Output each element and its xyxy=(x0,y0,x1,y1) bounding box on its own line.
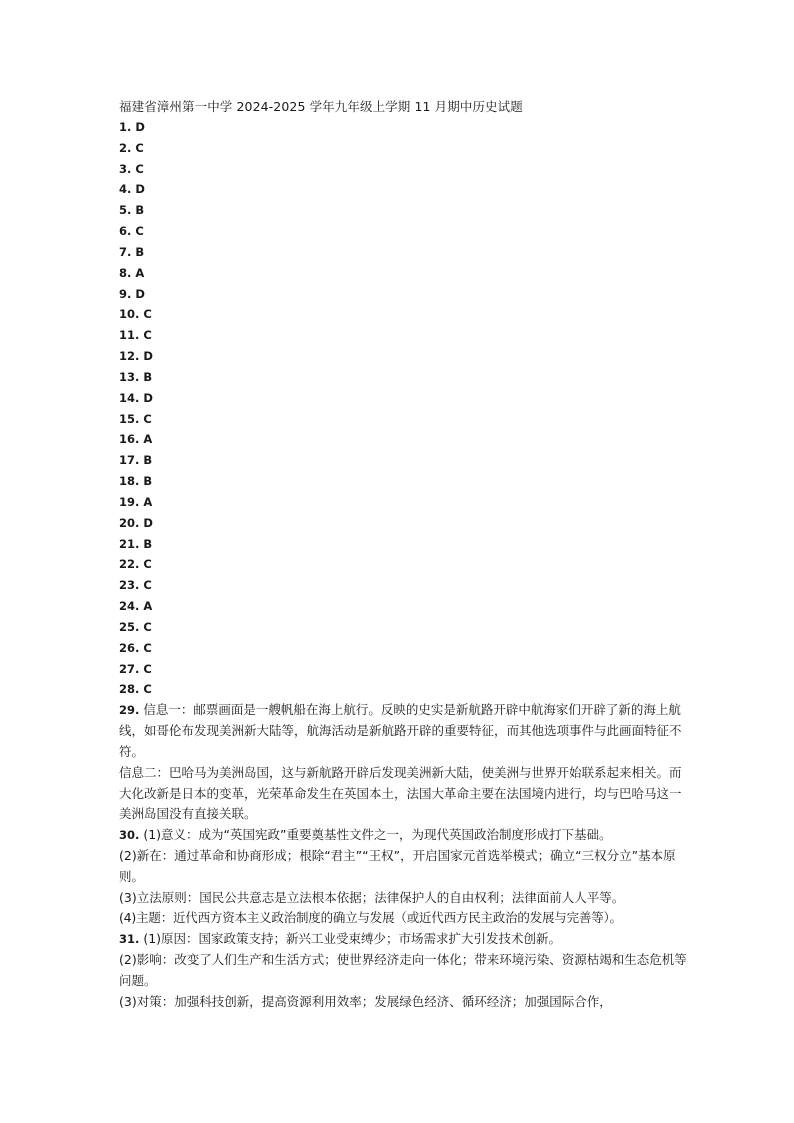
answer-choice: B xyxy=(135,203,145,218)
answer-number: 22. xyxy=(119,557,140,572)
q29-number: 29. xyxy=(119,703,140,718)
answer-row xyxy=(119,367,689,388)
answer-number: 7. xyxy=(119,244,132,259)
q30-part1 xyxy=(119,825,689,846)
answer-choice: A xyxy=(143,494,153,509)
answer-number: 12. xyxy=(119,349,140,364)
q31-part2: (2)影响：改变了人们生产和生活方式；使世界经济走向一体化；带来环境污染、资源枯竭和生态危机等问题。 xyxy=(119,952,687,988)
answer-choice: B xyxy=(143,369,153,384)
answer-number: 6. xyxy=(119,224,132,239)
answer-number: 18. xyxy=(119,474,140,489)
answer-number: 13. xyxy=(119,369,140,384)
answer-number: 8. xyxy=(119,265,132,280)
answer-choice: A xyxy=(143,599,153,614)
answer-number: 4. xyxy=(119,182,132,197)
answer-row xyxy=(119,679,689,700)
answer-choice: C xyxy=(143,661,152,676)
answer-number: 27. xyxy=(119,661,140,676)
answer-row xyxy=(119,221,689,242)
document-title: 福建省漳州第一中学 2024-2025 学年九年级上学期 11 月期中历史试题 xyxy=(119,99,523,114)
answer-choice: A xyxy=(143,432,153,447)
answer-row xyxy=(119,388,689,409)
answer-number: 1. xyxy=(119,120,132,134)
answer-choice: C xyxy=(135,161,144,176)
answer-choice: D xyxy=(143,349,153,364)
answer-row xyxy=(119,179,689,200)
q31-part3: (3)对策：加强科技创新，提高资源利用效率；发展绿色经济、循环经济；加强国际合作， xyxy=(119,993,612,1009)
answer-row xyxy=(119,242,689,263)
answer-number: 3. xyxy=(119,161,132,176)
answer-row xyxy=(119,138,689,159)
answer-number: 20. xyxy=(119,515,140,530)
q30-part3: (3)立法原则：国民公共意志是立法根本依据；法律保护人的自由权利；法律面前人人平等。 xyxy=(119,889,625,905)
q31-part1 xyxy=(119,929,689,950)
q31-number: 31. xyxy=(119,932,140,947)
answer-choice: C xyxy=(135,224,144,239)
answer-row xyxy=(119,471,689,492)
q30-part4: (4)主题：近代西方资本主义政治制度的确立与发展（或近代西方民主政治的发展与完善等）。 xyxy=(119,910,622,926)
answer-choice: A xyxy=(135,265,145,280)
q30-part1-text: (1)意义：成为“英国宪政”重要奠基性文件之一，为现代英国政治制度形成打下基础。 xyxy=(139,827,612,843)
answer-row xyxy=(119,409,689,430)
answer-choice: C xyxy=(143,619,152,634)
answer-choice: C xyxy=(143,682,152,697)
document-page xyxy=(119,97,689,1013)
answer-number: 19. xyxy=(119,494,140,509)
answer-choice: B xyxy=(143,453,153,468)
answer-row xyxy=(119,617,689,638)
answer-number: 9. xyxy=(119,286,132,301)
answer-row xyxy=(119,659,689,680)
answer-choice: D xyxy=(143,390,153,405)
answer-choice: B xyxy=(135,244,145,259)
answer-number: 24. xyxy=(119,599,140,614)
answer-row xyxy=(119,346,689,367)
answer-choice: D xyxy=(135,286,145,301)
answer-row xyxy=(119,638,689,659)
answer-number: 14. xyxy=(119,390,140,405)
answer-row xyxy=(119,554,689,575)
answer-row xyxy=(119,429,689,450)
answer-choice: C xyxy=(143,640,152,655)
answer-choice: C xyxy=(143,328,152,343)
answer-number: 25. xyxy=(119,619,140,634)
answer-row xyxy=(119,304,689,325)
answer-number: 28. xyxy=(119,682,140,697)
q30-number: 30. xyxy=(119,828,140,843)
answer-row xyxy=(119,325,689,346)
q31-part1-text: (1)原因：国家政策支持；新兴工业受束缚少；市场需求扩大引发技术创新。 xyxy=(139,931,562,947)
answer-number: 15. xyxy=(119,411,140,426)
answer-row xyxy=(119,575,689,596)
answer-row xyxy=(119,284,689,305)
answer-choice: D xyxy=(143,515,153,530)
answer-choice: B xyxy=(143,536,153,551)
answer-number: 17. xyxy=(119,453,140,468)
answer-number: 10. xyxy=(119,307,140,322)
answer-row xyxy=(119,263,689,284)
answer-choice: D xyxy=(135,182,145,197)
answer-row xyxy=(119,492,689,513)
answer-choice: C xyxy=(143,411,152,426)
answer-row xyxy=(119,513,689,534)
answer-list xyxy=(119,117,689,700)
answer-number: 11. xyxy=(119,328,140,343)
answer-row xyxy=(119,200,689,221)
answer-number: 21. xyxy=(119,536,140,551)
answer-number: 16. xyxy=(119,432,140,447)
q29-info2: 信息二：巴哈马为美洲岛国，这与新航路开辟后发现美洲新大陆，使美洲与世界开始联系起来相关。而大化改新是日本的变革，光荣革命发生在英国本土，法国大革命主要在法国境内进行，均与巴哈马这一美洲岛国没有直接关联。 xyxy=(119,764,682,822)
answer-row xyxy=(119,159,689,180)
answer-row xyxy=(119,117,689,138)
answer-choice: C xyxy=(143,578,152,593)
q29-info1 xyxy=(119,700,689,762)
answer-choice: C xyxy=(135,140,144,155)
answer-row xyxy=(119,450,689,471)
answer-number: 26. xyxy=(119,640,140,655)
answer-choice: C xyxy=(143,307,152,322)
answer-row xyxy=(119,534,689,555)
answer-row xyxy=(119,596,689,617)
answer-number: 5. xyxy=(119,203,132,218)
answer-choice: D xyxy=(135,120,145,134)
answer-number: 2. xyxy=(119,140,132,155)
answer-number: 23. xyxy=(119,578,140,593)
q29-info1-text: 信息一：邮票画面是一艘帆船在海上航行。反映的史实是新航路开辟中航海家们开辟了新的海上航线，如哥伦布发现美洲新大陆等，航海活动是新航路开辟的重要特征，而其他选项事件与此画面特征不符。 xyxy=(119,702,682,759)
answer-choice: B xyxy=(143,474,153,489)
answer-choice: C xyxy=(143,557,152,572)
q30-part2: (2)新在：通过革命和协商形成；根除“君主”“王权”，开启国家元首选举模式；确立“三权分立”基本原则。 xyxy=(119,847,676,884)
